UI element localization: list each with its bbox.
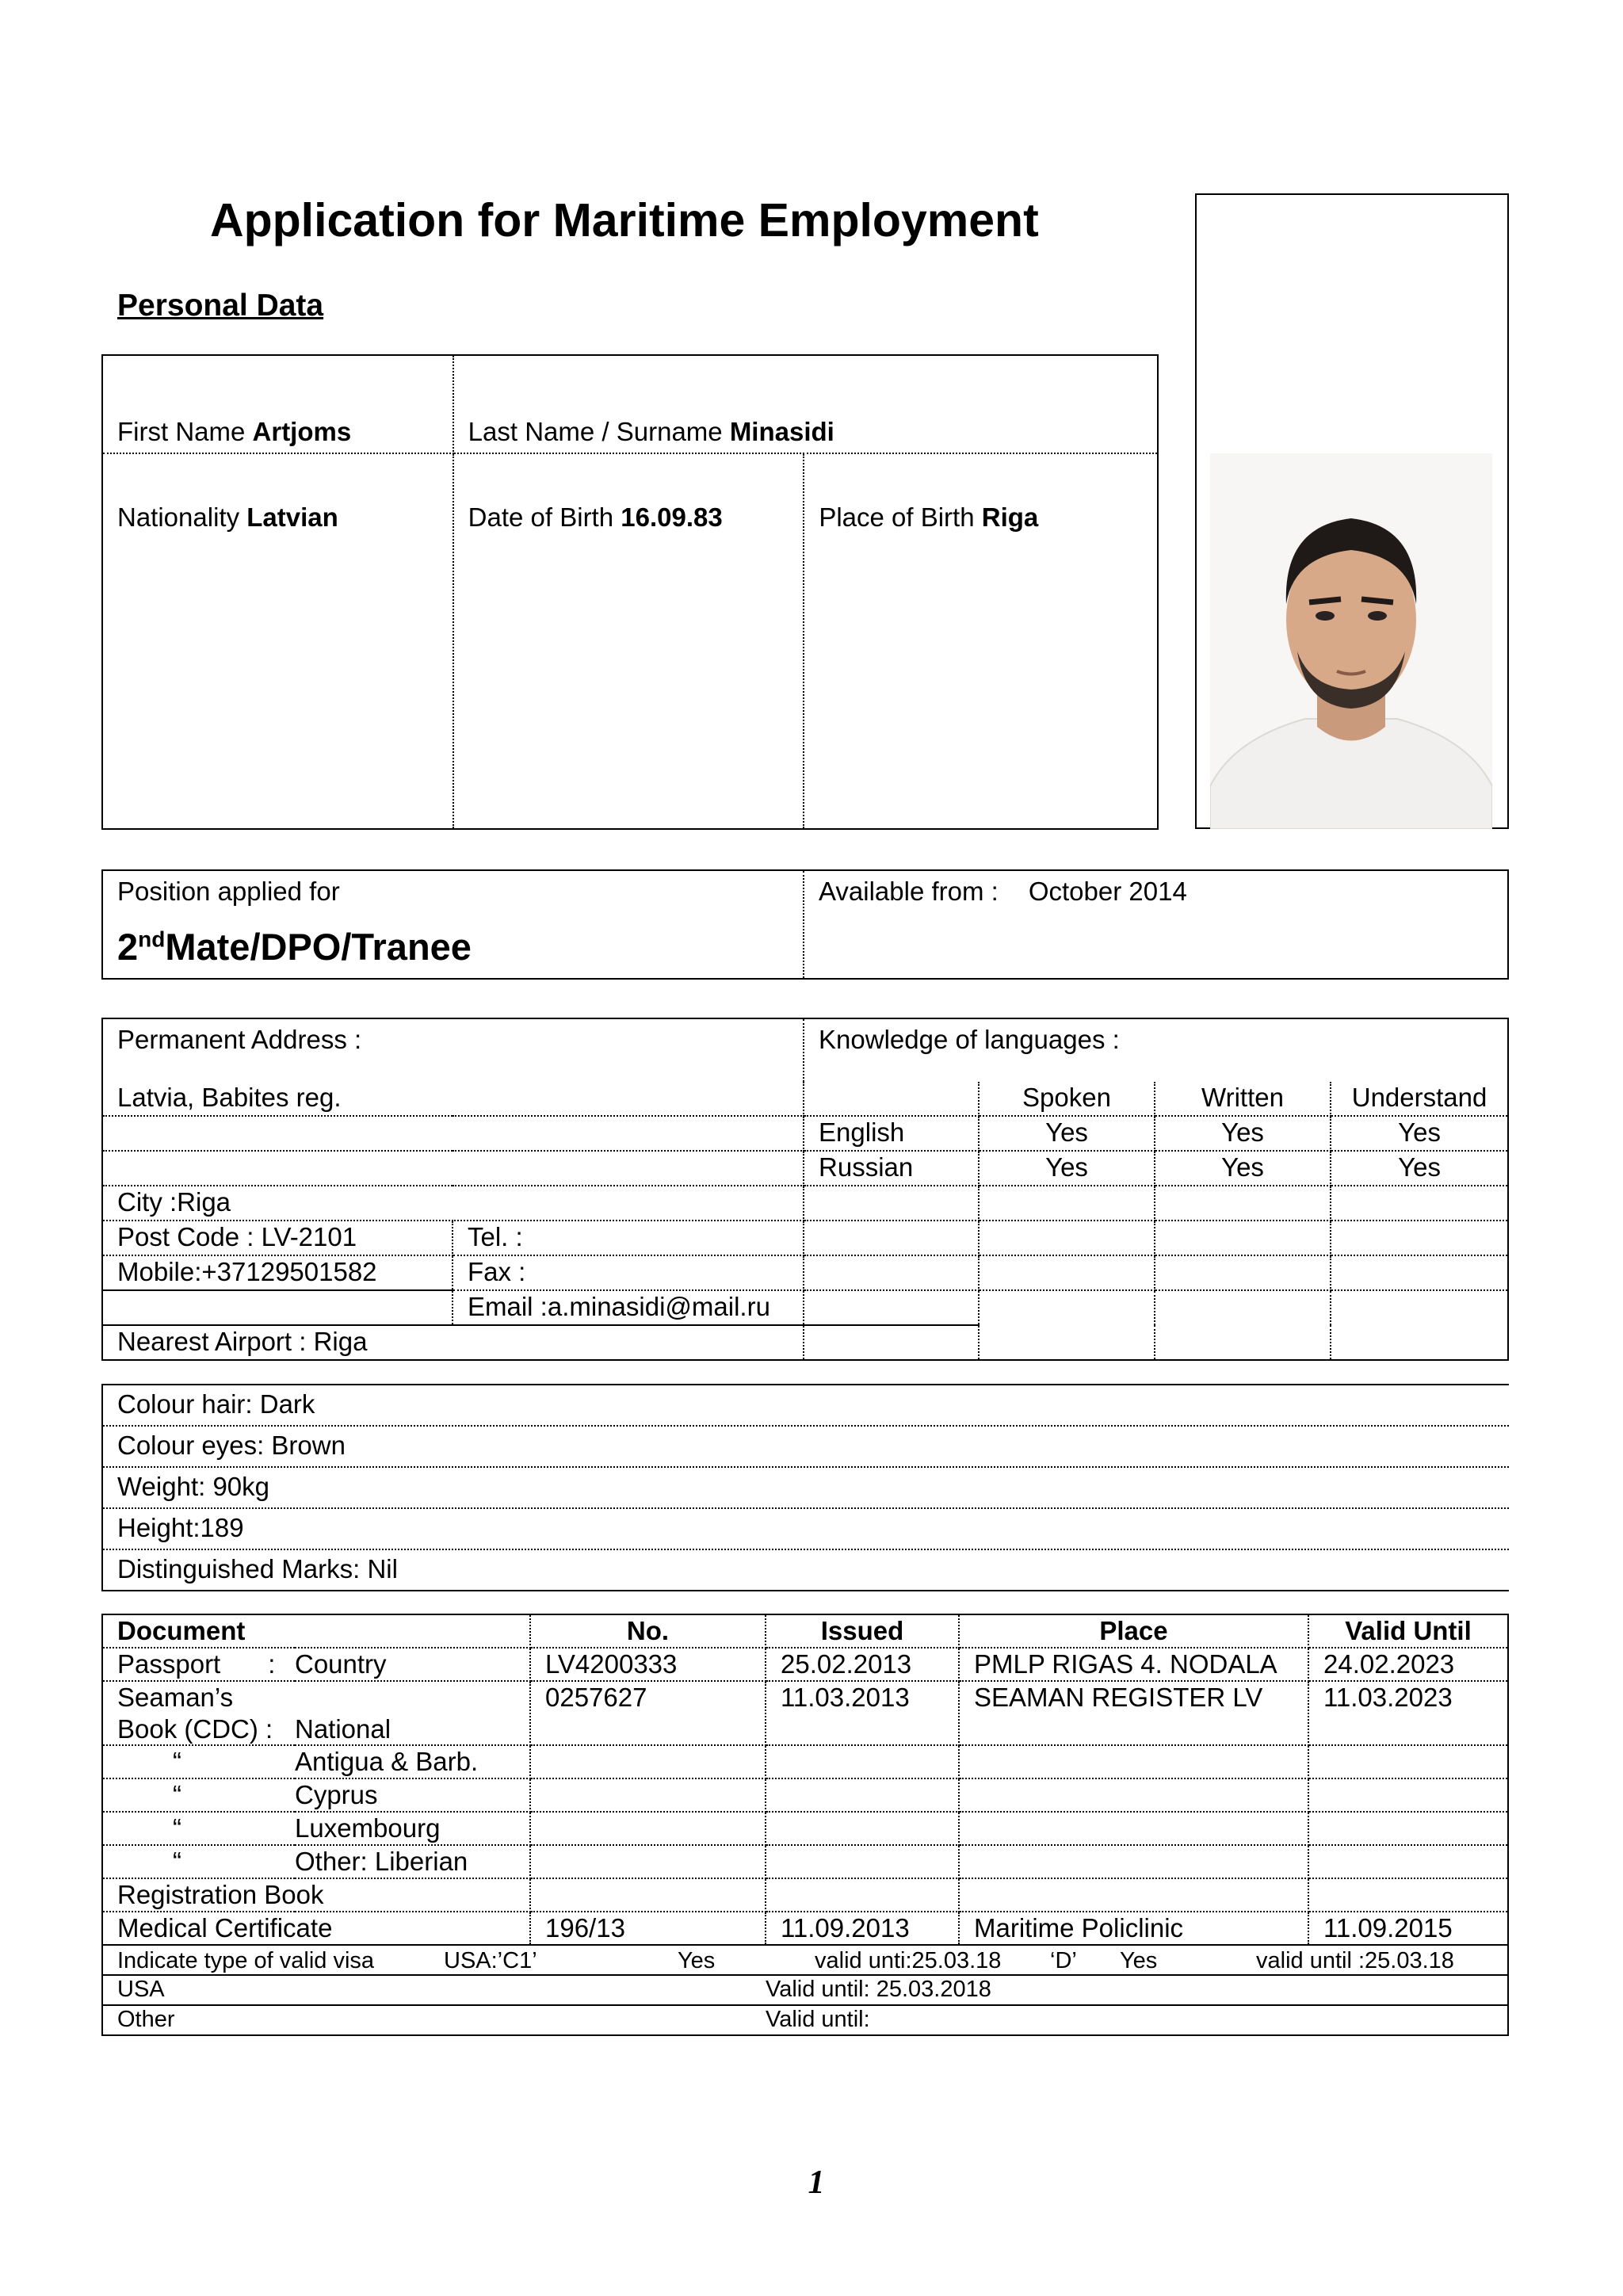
available-cell [804, 870, 1508, 979]
last-name-cell [453, 355, 1158, 453]
last-name-label: Last Name / Surname [468, 417, 730, 447]
doc-empty [530, 1845, 766, 1878]
lang-name-russian: Russian [804, 1151, 979, 1186]
lang-empty [1155, 1290, 1331, 1325]
feature-hair: Colour hair: Dark [102, 1385, 1509, 1426]
section-title: Personal Data [117, 288, 324, 323]
doc-header-no: No. [530, 1614, 766, 1648]
doc-empty [530, 1778, 766, 1812]
passport-place: PMLP RIGAS 4. NODALA [959, 1648, 1308, 1681]
position-value [117, 925, 472, 969]
doc-header-place: Place [959, 1614, 1308, 1648]
first-name-value: Artjoms [252, 417, 352, 447]
email-cell: Email :a.minasidi@mail.ru [453, 1290, 804, 1325]
doc-empty [1308, 1878, 1508, 1912]
languages-label: Knowledge of languages : [819, 1025, 1120, 1054]
last-name-value: Minasidi [729, 417, 834, 447]
city-cell: City :Riga [102, 1186, 804, 1221]
doc-empty [766, 1878, 959, 1912]
address-label-cell [102, 1018, 804, 1082]
doc-empty [1308, 1778, 1508, 1812]
passport-label-cell [102, 1648, 295, 1681]
doc-empty [959, 1812, 1308, 1845]
airport-cell: Nearest Airport : Riga [102, 1325, 804, 1360]
doc-header-valid: Valid Until [1308, 1614, 1508, 1648]
book-liberian: Other: Liberian [295, 1845, 530, 1878]
lang-russian-written: Yes [1155, 1151, 1331, 1186]
doc-empty [766, 1845, 959, 1878]
passport-no: LV4200333 [530, 1648, 766, 1681]
passport-colon: : [268, 1649, 276, 1679]
lang-empty [1155, 1186, 1331, 1221]
book-luxembourg: Luxembourg [295, 1812, 530, 1845]
first-name-cell [102, 355, 453, 453]
passport-country: Country [295, 1648, 530, 1681]
seaman-valid: 11.03.2023 [1308, 1681, 1508, 1745]
medical-valid: 11.09.2015 [1308, 1912, 1508, 1945]
post-code-cell: Post Code : LV-2101 [102, 1221, 453, 1255]
ditto-mark: “ [102, 1778, 295, 1812]
seaman-national: National [295, 1681, 530, 1745]
doc-empty [766, 1778, 959, 1812]
lang-header-written: Written [1155, 1082, 1331, 1116]
lang-empty [1155, 1255, 1331, 1290]
tel-cell: Tel. : [453, 1221, 804, 1255]
lang-header-spoken: Spoken [979, 1082, 1155, 1116]
doc-header-document: Document [102, 1614, 530, 1648]
page-number: 1 [808, 2164, 825, 2201]
lang-empty [979, 1290, 1155, 1325]
lang-english-spoken: Yes [979, 1116, 1155, 1151]
page-title: Application for Maritime Employment [210, 194, 1039, 246]
book-antigua: Antigua & Barb. [295, 1745, 530, 1778]
registration-book: Registration Book [102, 1878, 530, 1912]
lang-empty [1331, 1290, 1508, 1325]
lang-empty [804, 1325, 979, 1360]
address-label: Permanent Address : [117, 1025, 362, 1054]
nationality-value: Latvian [246, 502, 338, 532]
position-ordinal: 2 [117, 925, 139, 968]
doc-header-issued: Issued [766, 1614, 959, 1648]
doc-empty [530, 1745, 766, 1778]
fax-cell: Fax : [453, 1255, 804, 1290]
dob-value: 16.09.83 [621, 502, 723, 532]
feature-eyes: Colour eyes: Brown [102, 1426, 1509, 1467]
seaman-issued: 11.03.2013 [766, 1681, 959, 1745]
pob-cell [804, 453, 1158, 829]
lang-empty [1331, 1221, 1508, 1255]
lang-english-understand: Yes [1331, 1116, 1508, 1151]
available-label: Available from : [819, 877, 999, 906]
passport-valid: 24.02.2023 [1308, 1648, 1508, 1681]
position-ordinal-suffix: nd [138, 926, 166, 951]
visa-label: Indicate type of valid visa [117, 1948, 375, 1974]
feature-height: Height:189 [102, 1508, 1509, 1549]
nationality-label: Nationality [117, 502, 247, 532]
visa-valid-2: valid until :25.03.18 [1256, 1948, 1454, 1974]
position-title: Mate/DPO/Tranee [165, 925, 472, 968]
dob-label: Date of Birth [468, 502, 621, 532]
lang-empty [979, 1325, 1155, 1360]
seaman-place: SEAMAN REGISTER LV [959, 1681, 1308, 1745]
seaman-no: 0257627 [530, 1681, 766, 1745]
passport-label: Passport [117, 1649, 221, 1679]
doc-empty [959, 1745, 1308, 1778]
ditto-mark: “ [102, 1745, 295, 1778]
feature-marks: Distinguished Marks: Nil [117, 1554, 398, 1584]
visa-usa-label: USA [102, 1975, 766, 2005]
lang-english-written: Yes [1155, 1116, 1331, 1151]
position-cell [102, 870, 804, 979]
lang-empty [804, 1255, 979, 1290]
lang-empty [804, 1221, 979, 1255]
visa-row [102, 1945, 1508, 1975]
doc-empty [1308, 1845, 1508, 1878]
nationality-cell [102, 453, 453, 829]
feature-weight: Weight: 90kg [102, 1467, 1509, 1508]
lang-russian-understand: Yes [1331, 1151, 1508, 1186]
lang-empty [1331, 1255, 1508, 1290]
lang-russian-spoken: Yes [979, 1151, 1155, 1186]
personal-data-table [101, 354, 1159, 830]
medical-label: Medical Certificate [102, 1912, 530, 1945]
doc-empty [766, 1812, 959, 1845]
lang-empty [804, 1290, 979, 1325]
visa-usa-valid: Valid until: 25.03.2018 [766, 1975, 1508, 2005]
doc-empty [766, 1745, 959, 1778]
address-line1: Latvia, Babites reg. [102, 1082, 804, 1116]
lang-header-understand: Understand [1331, 1082, 1508, 1116]
book-cyprus: Cyprus [295, 1778, 530, 1812]
lang-empty [1155, 1221, 1331, 1255]
features-table [101, 1384, 1509, 1591]
lang-name-english: English [804, 1116, 979, 1151]
visa-valid-1: valid unti:25.03.18 [815, 1948, 1002, 1974]
lang-empty [979, 1221, 1155, 1255]
ditto-mark: “ [102, 1845, 295, 1878]
address-line3 [102, 1151, 804, 1186]
lang-header-blank [804, 1082, 979, 1116]
medical-place: Maritime Policlinic [959, 1912, 1308, 1945]
blank-cell [102, 1290, 453, 1325]
dob-cell [453, 453, 804, 829]
lang-empty [1331, 1325, 1508, 1360]
visa-yes-1: Yes [678, 1948, 716, 1974]
visa-other-label: Other [117, 2007, 175, 2033]
lang-empty [1155, 1325, 1331, 1360]
doc-empty [530, 1812, 766, 1845]
mobile-cell: Mobile:+37129501582 [102, 1255, 453, 1290]
position-table [101, 869, 1509, 980]
first-name-label: First Name [117, 417, 253, 447]
doc-empty [530, 1878, 766, 1912]
visa-type-2: ‘D’ [1050, 1948, 1077, 1974]
medical-issued: 11.09.2013 [766, 1912, 959, 1945]
seaman-label-cell [102, 1681, 295, 1745]
languages-label-cell [804, 1018, 1508, 1082]
passport-issued: 25.02.2013 [766, 1648, 959, 1681]
address-line2 [102, 1116, 804, 1151]
doc-empty [1308, 1812, 1508, 1845]
lang-empty [979, 1186, 1155, 1221]
position-label: Position applied for [117, 877, 340, 906]
visa-other-valid: Valid until: [766, 2007, 870, 2033]
lang-empty [979, 1255, 1155, 1290]
lang-empty [804, 1186, 979, 1221]
address-languages-table [101, 1018, 1509, 1361]
ditto-mark: “ [102, 1812, 295, 1845]
medical-no: 196/13 [530, 1912, 766, 1945]
available-value: October 2014 [1028, 877, 1187, 906]
portrait-illustration [1210, 453, 1492, 829]
pob-value: Riga [981, 502, 1039, 532]
seaman-label-2: Book (CDC) : [117, 1713, 273, 1744]
seaman-label-1: Seaman’s [117, 1683, 234, 1712]
doc-empty [959, 1778, 1308, 1812]
doc-empty [959, 1878, 1308, 1912]
applicant-photo [1210, 453, 1492, 829]
doc-empty [1308, 1745, 1508, 1778]
visa-type-1: USA:’C1’ [444, 1948, 537, 1974]
visa-yes-2: Yes [1120, 1948, 1158, 1974]
lang-empty [1331, 1186, 1508, 1221]
doc-empty [959, 1845, 1308, 1878]
documents-table [101, 1614, 1509, 2036]
pob-label: Place of Birth [819, 502, 982, 532]
